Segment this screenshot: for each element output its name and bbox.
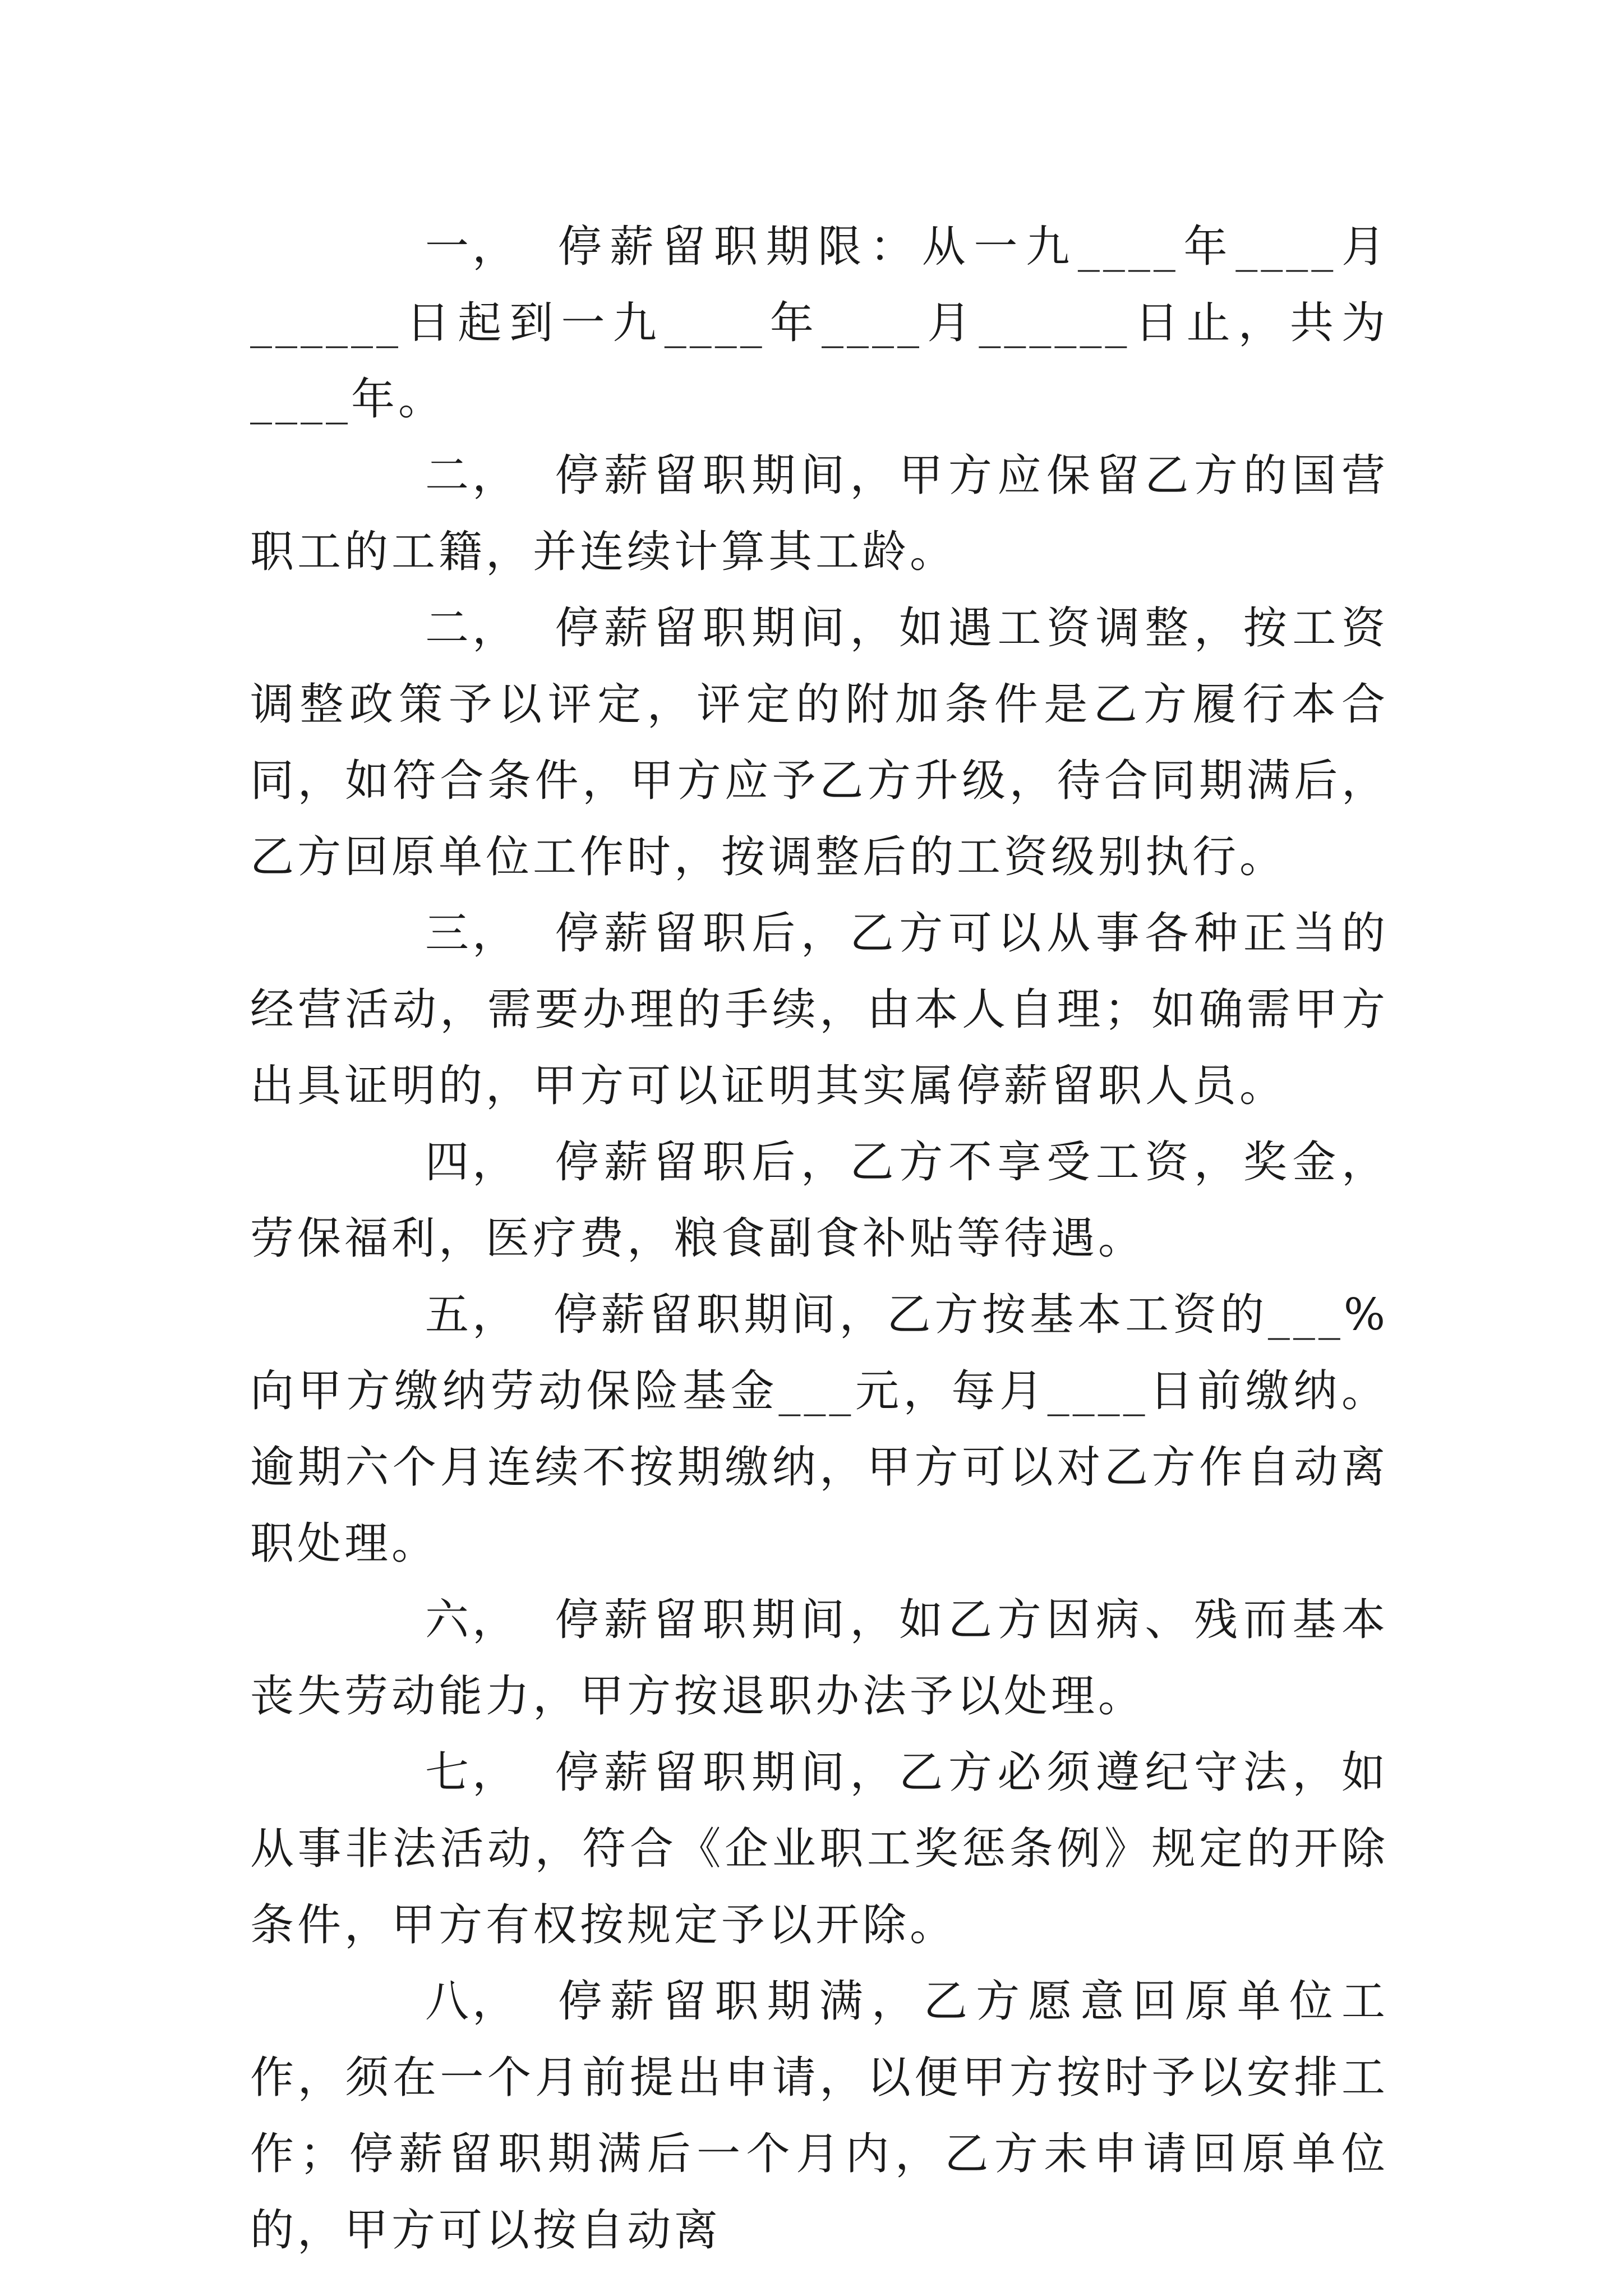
clause-number: 六， — [425, 1595, 520, 1645]
clause-4 — [250, 895, 1389, 1124]
clause-number: 五， — [425, 1290, 520, 1340]
clause-number: 三， — [425, 908, 520, 959]
clause-number: 二， — [425, 603, 520, 654]
clause-8 — [250, 1734, 1389, 1963]
clause-text: 停薪留职期限：从一九____年____月______日起到一九____年____月______日止，共为____年。 — [250, 222, 1389, 425]
clause-text: 停薪留职期间，乙方必须遵纪守法，如从事非法活动，符合《企业职工奖惩条例》规定的开除条件，甲方有权按规定予以开除。 — [250, 1747, 1389, 1950]
clause-9 — [250, 1963, 1389, 2269]
document-body — [250, 209, 1389, 2269]
clause-text: 停薪留职期间，如乙方因病、残而基本丧失劳动能力，甲方按退职办法予以处理。 — [250, 1595, 1389, 1722]
clause-number: 四， — [425, 1137, 520, 1188]
clause-text: 停薪留职期间，如遇工资调整，按工资调整政策予以评定，评定的附加条件是乙方履行本合同，如符合条件，甲方应予乙方升级，待合同期满后，乙方回原单位工作时，按调整后的工资级别执行。 — [250, 603, 1389, 882]
clause-number: 一， — [425, 222, 520, 272]
clause-5 — [250, 1124, 1389, 1277]
clause-text: 停薪留职期间，乙方按基本工资的___%向甲方缴纳劳动保险基金___元，每月____日前缴纳。逾期六个月连续不按期缴纳，甲方可以对乙方作自动离职处理。 — [250, 1290, 1389, 1569]
clause-number: 二， — [425, 450, 520, 501]
clause-number: 七， — [425, 1747, 520, 1798]
clause-text: 停薪留职后，乙方可以从事各种正当的经营活动，需要办理的手续，由本人自理；如确需甲方出具证明的，甲方可以证明其实属停薪留职人员。 — [250, 908, 1389, 1111]
clause-2 — [250, 438, 1389, 590]
clause-text: 停薪留职后，乙方不享受工资，奖金，劳保福利，医疗费，粮食副食补贴等待遇。 — [250, 1137, 1389, 1264]
clause-6 — [250, 1277, 1389, 1582]
clause-3 — [250, 590, 1389, 895]
clause-text: 停薪留职期间，甲方应保留乙方的国营职工的工籍，并连续计算其工龄。 — [250, 450, 1389, 577]
clause-1 — [250, 209, 1389, 438]
clause-7 — [250, 1582, 1389, 1734]
clause-number: 八， — [425, 1976, 520, 2027]
clause-text: 停薪留职期满，乙方愿意回原单位工作，须在一个月前提出申请，以便甲方按时予以安排工作；停薪留职期满后一个月内，乙方未申请回原单位的，甲方可以按自动离 — [250, 1976, 1389, 2256]
